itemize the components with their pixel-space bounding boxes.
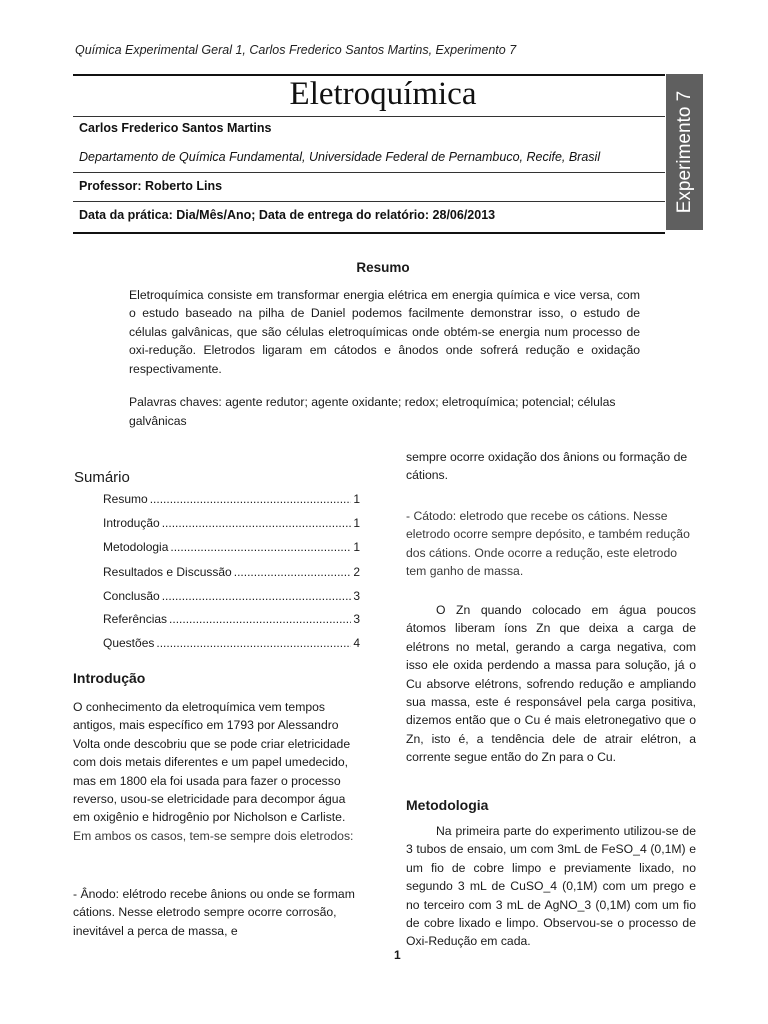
experiment-side-tab: [666, 74, 703, 230]
toc-entry-page: 1: [353, 492, 360, 506]
meta-divider: [73, 172, 665, 173]
toc-entry-page: 3: [353, 612, 360, 626]
toc-entry-page: 2: [353, 565, 360, 579]
anode-paragraph: - Ânodo: elétrodo recebe ânions ou onde se formam cátions. Nesse eletrodo sempre ocorre corrosão, inevitável a perca de massa, e: [73, 887, 355, 938]
introduction-text-tail: Em ambos os casos, tem-se sempre dois eletrodos:: [73, 828, 354, 843]
anode-paragraph-continued: sempre ocorre oxidação dos ânions ou formação de cátions.: [406, 450, 688, 483]
keywords: Palavras chaves: agente redutor; agente oxidante; redox; eletroquímica; potencial; células galvânicas: [129, 395, 616, 428]
abstract-heading: Resumo: [356, 260, 410, 275]
meta-divider: [73, 201, 665, 202]
running-header: Química Experimental Geral 1, Carlos Frederico Santos Martins, Experimento 7: [75, 43, 517, 57]
toc-entry-label: Metodologia: [103, 540, 169, 554]
toc-entry[interactable]: [103, 516, 360, 530]
methodology-paragraph: Na primeira parte do experimento utilizou-se de 3 tubos de ensaio, um com 3mL de FeSO_4 (0,1M) e um fio de cobre limpo e previamente lixado, no segundo 3 mL de CuSO_4 (0,1M) com um prego e no terceiro com 3 mL de AgNO_3 (0,1M) com um fio de cobre lixado e limpo. Observou-se o processo de Oxi-Redução em cada.: [406, 824, 696, 949]
toc-entry-label: Referências: [103, 612, 168, 626]
introduction-heading: Introdução: [73, 670, 146, 686]
page-number: 1: [394, 948, 401, 962]
dates-line: Data da prática: Dia/Mês/Ano; Data de entrega do relatório: 28/06/2013: [79, 208, 496, 222]
toc-entry-page: 1: [353, 540, 360, 554]
toc-entry[interactable]: [103, 636, 360, 650]
experiment-side-tab-label: Experimento 7: [673, 90, 695, 214]
toc-entry[interactable]: [103, 540, 360, 554]
toc-entry-label: Resumo: [103, 492, 148, 506]
toc-entry[interactable]: [103, 612, 360, 626]
toc-entry-label: Conclusão: [103, 589, 160, 603]
toc-entry[interactable]: [103, 565, 360, 579]
author-affiliation: Departamento de Química Fundamental, Universidade Federal de Pernambuco, Recife, Brasil: [79, 150, 601, 164]
toc-entry-label: Resultados e Discussão: [103, 565, 232, 579]
toc-entry[interactable]: [103, 492, 360, 506]
methodology-heading: Metodologia: [406, 797, 489, 813]
introduction-paragraph: [73, 698, 363, 845]
introduction-text: O conhecimento da eletroquímica vem tempos antigos, mais específico em 1793 por Alessandro Volta onde descobriu que se pode criar eletricidade com dois metais diferentes e um papel umedecido, mas em 1800 ela foi usada para fazer o processo reverso, usou-se eletricidade para decompor água em oxigênio e hidrogênio por Nicholson e Carliste.: [73, 700, 351, 825]
toc-entry-page: 3: [353, 589, 360, 603]
toc-entry-page: 4: [353, 636, 360, 650]
toc-heading: Sumário: [74, 469, 130, 486]
toc-entry-label: Questões: [103, 636, 155, 650]
author-name: Carlos Frederico Santos Martins: [79, 121, 272, 135]
toc-entry-page: 1: [353, 516, 360, 530]
cathode-paragraph: - Cátodo: eletrodo que recebe os cátions. Nesse eletrodo ocorre sempre depósito, e também redução dos cátions. Onde ocorre a redução, este eletrodo tem ganho de massa.: [406, 509, 690, 579]
document-title: Eletroquímica: [289, 76, 477, 112]
toc-entry-label: Introdução: [103, 516, 160, 530]
professor-line: Professor: Roberto Lins: [79, 179, 223, 193]
title-divider: [73, 116, 665, 117]
toc-entry[interactable]: [103, 589, 360, 603]
abstract-text: Eletroquímica consiste em transformar energia elétrica em energia química e vice versa, com o estudo baseado na pilha de Daniel podemos facilmente demonstrar isso, o estudo de células galvânicas, que são células eletroquímicas onde obtém-se energia num processo de oxi-redução. Eletrodos ligaram em cátodos e ânodos onde sofrerá redução e oxidação respectivamente.: [129, 288, 640, 376]
zinc-copper-paragraph: O Zn quando colocado em água poucos átomos liberam íons Zn que deixa a carga de elétrons no metal, gerando a carga negativa, com isso ele oxida perdendo a massa para solução, já o Cu absorve elétrons, sofrendo redução e ampliando sua massa, este é responsável pela carga positiva, dizemos então que o Cu é mais eletronegativo que o Zn, isto é, a tendência dele de atrair elétron, a corrente segue então do Zn para o Cu.: [406, 603, 696, 765]
